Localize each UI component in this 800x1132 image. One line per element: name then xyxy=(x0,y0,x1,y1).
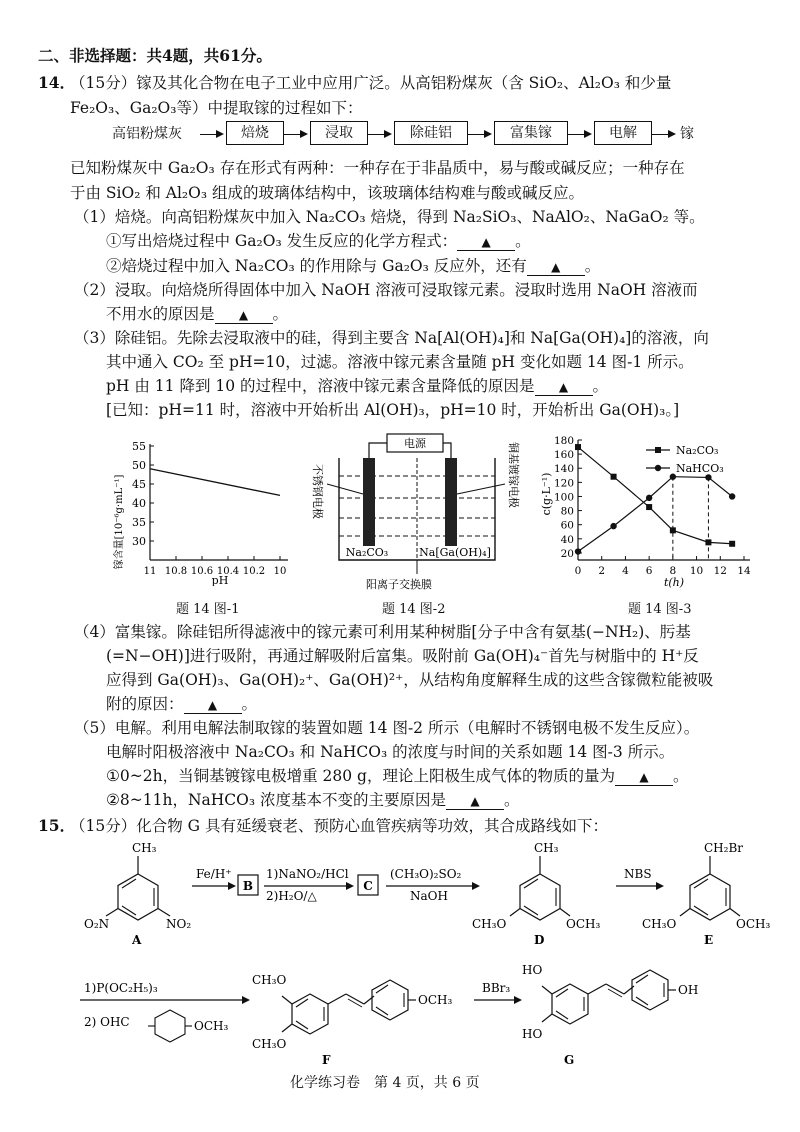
y-tick-label: 180 xyxy=(553,435,574,447)
flow-end: 镓 xyxy=(680,126,694,142)
gallium-electrode xyxy=(445,458,457,546)
svg-text:NO₂: NO₂ xyxy=(166,917,192,931)
svg-text:CH₃O: CH₃O xyxy=(252,1037,287,1051)
synthesis-route-row2 xyxy=(70,954,790,1070)
q14-part5-b-text: ②8~11h，NaHCO₃ 浓度基本不变的主要原因是 xyxy=(106,791,446,809)
fig1-line xyxy=(150,469,280,496)
figure-14-3 xyxy=(534,432,764,592)
x-tick-label: 10.6 xyxy=(190,566,214,577)
fig3-ylabel: c(g·L⁻¹) xyxy=(540,472,553,516)
data-point-square xyxy=(575,444,581,450)
fig3-guide-lines xyxy=(673,477,709,560)
membrane-label: 阳离子交换膜 xyxy=(366,578,432,591)
svg-text:OCH₃: OCH₃ xyxy=(736,917,771,931)
svg-text:CH₃O: CH₃O xyxy=(642,917,677,931)
label-f: F xyxy=(322,1053,331,1067)
answer-blank[interactable]: ▲ xyxy=(457,234,515,251)
q14-part1: （1）焙烧。向高铝粉煤灰中加入 Na₂CO₃ 焙烧，得到 Na₂SiO₃、NaAlO₂、NaGaO₂ 等。 xyxy=(74,208,705,226)
q14-intro-line1: （15分）镓及其化合物在电子工业中应用广泛。从高铝粉煤灰（含 SiO₂、Al₂O₃ 和少量 xyxy=(70,74,672,92)
y-tick-label: 100 xyxy=(553,491,574,504)
data-point-circle xyxy=(705,474,711,480)
svg-text:OCH₃: OCH₃ xyxy=(566,917,601,931)
left-electrode-label: 不锈钢电极 xyxy=(311,464,324,519)
svg-text:C: C xyxy=(363,879,373,893)
wire-left xyxy=(369,443,387,460)
fig2-caption: 题 14 图-2 xyxy=(382,602,446,617)
x-tick-label: 4 xyxy=(622,565,629,577)
x-tick-label: 2 xyxy=(598,565,606,577)
x-tick-label: 8 xyxy=(669,565,677,577)
svg-text:OCH₃: OCH₃ xyxy=(418,993,453,1007)
compound-a xyxy=(84,841,191,947)
left-label-pointer xyxy=(327,484,363,494)
section-header: 二、非选择题：共4题，共61分。 xyxy=(38,46,272,65)
flow-arrow xyxy=(200,134,222,135)
q14-part2-line1: （2）浸取。向焙烧所得固体中加入 NaOH 溶液可浸取镓元素。浸取时选用 NaOH 溶液而 xyxy=(74,281,698,299)
q15-intro: （15分）化合物 G 具有延缓衰老、预防心血管疾病等功效，其合成路线如下： xyxy=(70,817,608,835)
x-tick-label: 10.2 xyxy=(242,566,266,577)
right-label-pointer xyxy=(457,484,505,494)
x-tick-label: 6 xyxy=(645,565,653,577)
y-tick-label: 80 xyxy=(560,505,574,518)
x-tick-label: 10 xyxy=(689,565,704,577)
answer-blank[interactable]: ▲ xyxy=(215,307,273,324)
y-tick-label: 50 xyxy=(132,459,146,472)
flow-step-leach: 浸取 xyxy=(310,121,368,145)
reagent-nano2: 1)NaNO₂/HCl xyxy=(266,867,349,881)
flow-arrow xyxy=(568,134,590,135)
svg-text:OCH₃: OCH₃ xyxy=(194,1019,229,1033)
flow-step-roast: 焙烧 xyxy=(226,121,284,145)
flow-arrow xyxy=(284,134,306,135)
q14-part5-a-text: ①0~2h，当铜基镀镓电极增重 280 g，理论上阳极生成气体的物质的量为 xyxy=(106,767,615,785)
x-tick-label: 12 xyxy=(713,565,727,577)
flow-step-remove-si-al: 除硅铝 xyxy=(394,121,468,145)
y-tick-label: 40 xyxy=(560,533,574,546)
fig3-xlabel: t(h) xyxy=(663,576,685,589)
page-footer: 化学练习卷 第 4 页，共 6 页 xyxy=(290,1075,480,1091)
q14-part5-b: ②8~11h，NaHCO₃ 浓度基本不变的主要原因是 ▲ 。 xyxy=(106,791,520,809)
label-g: G xyxy=(564,1053,575,1067)
fig3-x-ticks xyxy=(575,556,751,577)
x-tick-label: 0 xyxy=(574,565,582,577)
compound-e xyxy=(642,841,770,947)
y-tick-label: 30 xyxy=(132,535,146,548)
x-tick-label: 10.8 xyxy=(164,566,188,577)
reagent-nbs: NBS xyxy=(624,867,652,881)
fig3-series xyxy=(575,444,736,555)
svg-text:B: B xyxy=(242,879,254,893)
data-point-circle xyxy=(575,548,581,554)
y-tick-label: 120 xyxy=(553,477,574,490)
legend-marker xyxy=(655,465,661,471)
data-point-square xyxy=(646,504,652,510)
reagent-phosphite: 1)P(OC₂H₅)₃ xyxy=(84,981,158,995)
data-point-square xyxy=(611,474,617,480)
reagent-dms: (CH₃O)₂SO₂ xyxy=(390,867,462,881)
compound-d xyxy=(472,841,600,947)
known-line2: 于由 SiO₂ 和 Al₂O₃ 组成的玻璃体结构中，该玻璃体结构难与酸或碱反应。 xyxy=(70,184,584,202)
svg-text:CH₃O: CH₃O xyxy=(252,973,287,987)
q14-part4-line3: 应得到 Ga(OH)₃、Ga(OH)₂⁺、Ga(OH)²⁺，从结构角度解释生成的这些含镓微粒能被吸 xyxy=(106,671,714,689)
q14-part3-note: [已知：pH=11 时，溶液中开始析出 Al(OH)₃，pH=10 时，开始析出 Ga(OH)₃。] xyxy=(106,401,680,419)
fig1-y-ticks xyxy=(132,440,154,548)
svg-text:O₂N: O₂N xyxy=(84,917,110,931)
y-tick-label: 45 xyxy=(132,478,146,491)
x-tick-label: 11 xyxy=(143,566,157,577)
legend-marker xyxy=(655,447,661,453)
label-d: D xyxy=(534,933,545,947)
y-tick-label: 160 xyxy=(553,449,574,462)
q14-part1-a-text: ①写出焙烧过程中 Ga₂O₃ 发生反应的化学方程式： xyxy=(106,232,458,250)
y-tick-label: 60 xyxy=(560,519,574,532)
fig1-ylabel: 镓含量[10⁻⁶g·mL⁻¹] xyxy=(114,474,125,570)
svg-text:HO: HO xyxy=(522,1027,543,1041)
right-electrode-label: 铜基镀镓电极 xyxy=(507,442,520,508)
svg-text:CH₃: CH₃ xyxy=(534,841,559,855)
flow-step-electrolysis: 电解 xyxy=(594,121,652,145)
compound-f xyxy=(252,973,452,1067)
q14-part5-line1: （5）电解。利用电解法制取镓的装置如题 14 图-2 所示（电解时不锈钢电极不发生反应）。 xyxy=(74,719,700,737)
fig1-axes xyxy=(150,444,288,560)
svg-text:CH₃: CH₃ xyxy=(132,841,157,855)
answer-blank[interactable]: ▲ xyxy=(527,259,585,276)
legend-label: Na₂CO₃ xyxy=(676,444,719,457)
figure-14-1 xyxy=(108,436,308,586)
x-tick-label: 10 xyxy=(273,566,287,577)
answer-blank[interactable]: ▲ xyxy=(535,379,593,396)
q14-part3-line3: pH 由 11 降到 10 的过程中，溶液中镓元素含量降低的原因是 ▲ 。 xyxy=(106,377,609,395)
data-point-square xyxy=(670,527,676,533)
right-solution-label: Na[Ga(OH)₄] xyxy=(419,546,491,559)
label-a: A xyxy=(132,933,142,947)
q14-part1-a: ①写出焙烧过程中 Ga₂O₃ 发生反应的化学方程式： ▲ 。 xyxy=(106,232,531,250)
q14-part2-text: 不用水的原因是 xyxy=(106,305,215,323)
flow-arrow xyxy=(468,134,490,135)
fig3-caption: 题 14 图-3 xyxy=(628,602,692,617)
q14-part3-text: pH 由 11 降到 10 的过程中，溶液中镓元素含量降低的原因是 xyxy=(106,377,535,395)
q14-part5-line2: 电解时阳极溶液中 Na₂CO₃ 和 NaHCO₃ 的浓度与时间的关系如题 14 图-3 所示。 xyxy=(106,743,675,761)
y-tick-label: 20 xyxy=(560,547,574,560)
svg-text:CH₂Br: CH₂Br xyxy=(704,841,744,855)
wire-right xyxy=(443,443,451,460)
svg-text:OH: OH xyxy=(678,983,699,997)
q14-part4-line1: （4）富集镓。除硅铝所得滤液中的镓元素可利用某种树脂[分子中含有氨基(−NH₂)、肟基 xyxy=(74,623,691,641)
reagent-aldehyde: 2) OHC xyxy=(84,1015,130,1029)
q14-part4-line2: (=N−OH)]进行吸附，再通过解吸附后富集。吸附前 Ga(OH)₄⁻首先与树脂中的 H⁺反 xyxy=(106,647,699,665)
data-point-circle xyxy=(729,493,735,499)
data-point-circle xyxy=(646,495,652,501)
stainless-electrode xyxy=(363,458,375,546)
fig1-series xyxy=(150,469,280,496)
x-tick-label: 14 xyxy=(737,565,751,577)
power-label: 电源 xyxy=(404,437,426,450)
label-e: E xyxy=(704,933,714,947)
reagent-fe-h: Fe/H⁺ xyxy=(196,867,232,881)
figure-14-2 xyxy=(305,432,527,592)
q14-number: 14． xyxy=(38,73,76,92)
legend-label: NaHCO₃ xyxy=(676,462,724,475)
reagent-naoh: NaOH xyxy=(410,889,448,903)
q14-part1-b-text: ②焙烧过程中加入 Na₂CO₃ 的作用除与 Ga₂O₃ 反应外，还有 xyxy=(106,257,527,275)
y-tick-label: 35 xyxy=(132,516,146,529)
fig3-axes xyxy=(578,440,750,560)
q15-number: 15． xyxy=(38,816,76,835)
q14-part2-line2: 不用水的原因是 ▲ 。 xyxy=(106,305,289,323)
data-point-circle xyxy=(610,523,616,529)
flow-arrow xyxy=(368,134,390,135)
y-tick-label: 40 xyxy=(132,497,146,510)
synthesis-route-row1 xyxy=(70,838,790,948)
q14-part3-line1: （3）除硅铝。先除去浸取液中的硅，得到主要含 Na[Al(OH)₄]和 Na[Ga(OH)₄]的溶液，向 xyxy=(74,329,709,347)
q14-part5-a: ①0~2h，当铜基镀镓电极增重 280 g，理论上阳极生成气体的物质的量为 ▲ 。 xyxy=(106,767,689,785)
fig3-legend xyxy=(646,444,724,475)
svg-text:CH₃O: CH₃O xyxy=(472,917,507,931)
compound-g xyxy=(522,963,698,1067)
flow-arrow xyxy=(652,134,674,135)
flow-start: 高铝粉煤灰 xyxy=(112,126,182,142)
svg-text:HO: HO xyxy=(522,963,543,977)
x-tick-label: 10.4 xyxy=(216,566,240,577)
fig1-xlabel: pH xyxy=(211,574,229,586)
q14-part1-b: ②焙烧过程中加入 Na₂CO₃ 的作用除与 Ga₂O₃ 反应外，还有 ▲ 。 xyxy=(106,257,601,275)
reagent-h2o: 2)H₂O/△ xyxy=(266,889,317,903)
reagent-bbr3: BBr₃ xyxy=(482,981,511,995)
known-line1: 已知粉煤灰中 Ga₂O₃ 存在形式有两种：一种存在于非晶质中，易与酸或碱反应；一种存在 xyxy=(70,159,685,177)
answer-blank[interactable]: ▲ xyxy=(184,697,242,714)
left-solution-label: Na₂CO₃ xyxy=(345,546,389,559)
data-point-square xyxy=(705,539,711,545)
flow-step-enrich: 富集镓 xyxy=(494,121,568,145)
answer-blank[interactable]: ▲ xyxy=(615,769,673,786)
answer-blank[interactable]: ▲ xyxy=(446,793,504,810)
y-tick-label: 140 xyxy=(553,463,574,476)
q14-part4-line4: 附的原因： ▲ 。 xyxy=(106,695,258,713)
y-tick-label: 55 xyxy=(132,440,146,453)
fig1-caption: 题 14 图-1 xyxy=(176,602,240,617)
q14-intro-line2: Fe₂O₃、Ga₂O₃等）中提取镓的过程如下： xyxy=(70,99,363,117)
q14-part4-text: 附的原因： xyxy=(106,695,184,713)
q14-part3-line2: 其中通入 CO₂ 至 pH=10，过滤。溶液中镓元素含量随 pH 变化如题 14 图-1 所示。 xyxy=(106,353,694,371)
data-point-square xyxy=(729,541,735,547)
